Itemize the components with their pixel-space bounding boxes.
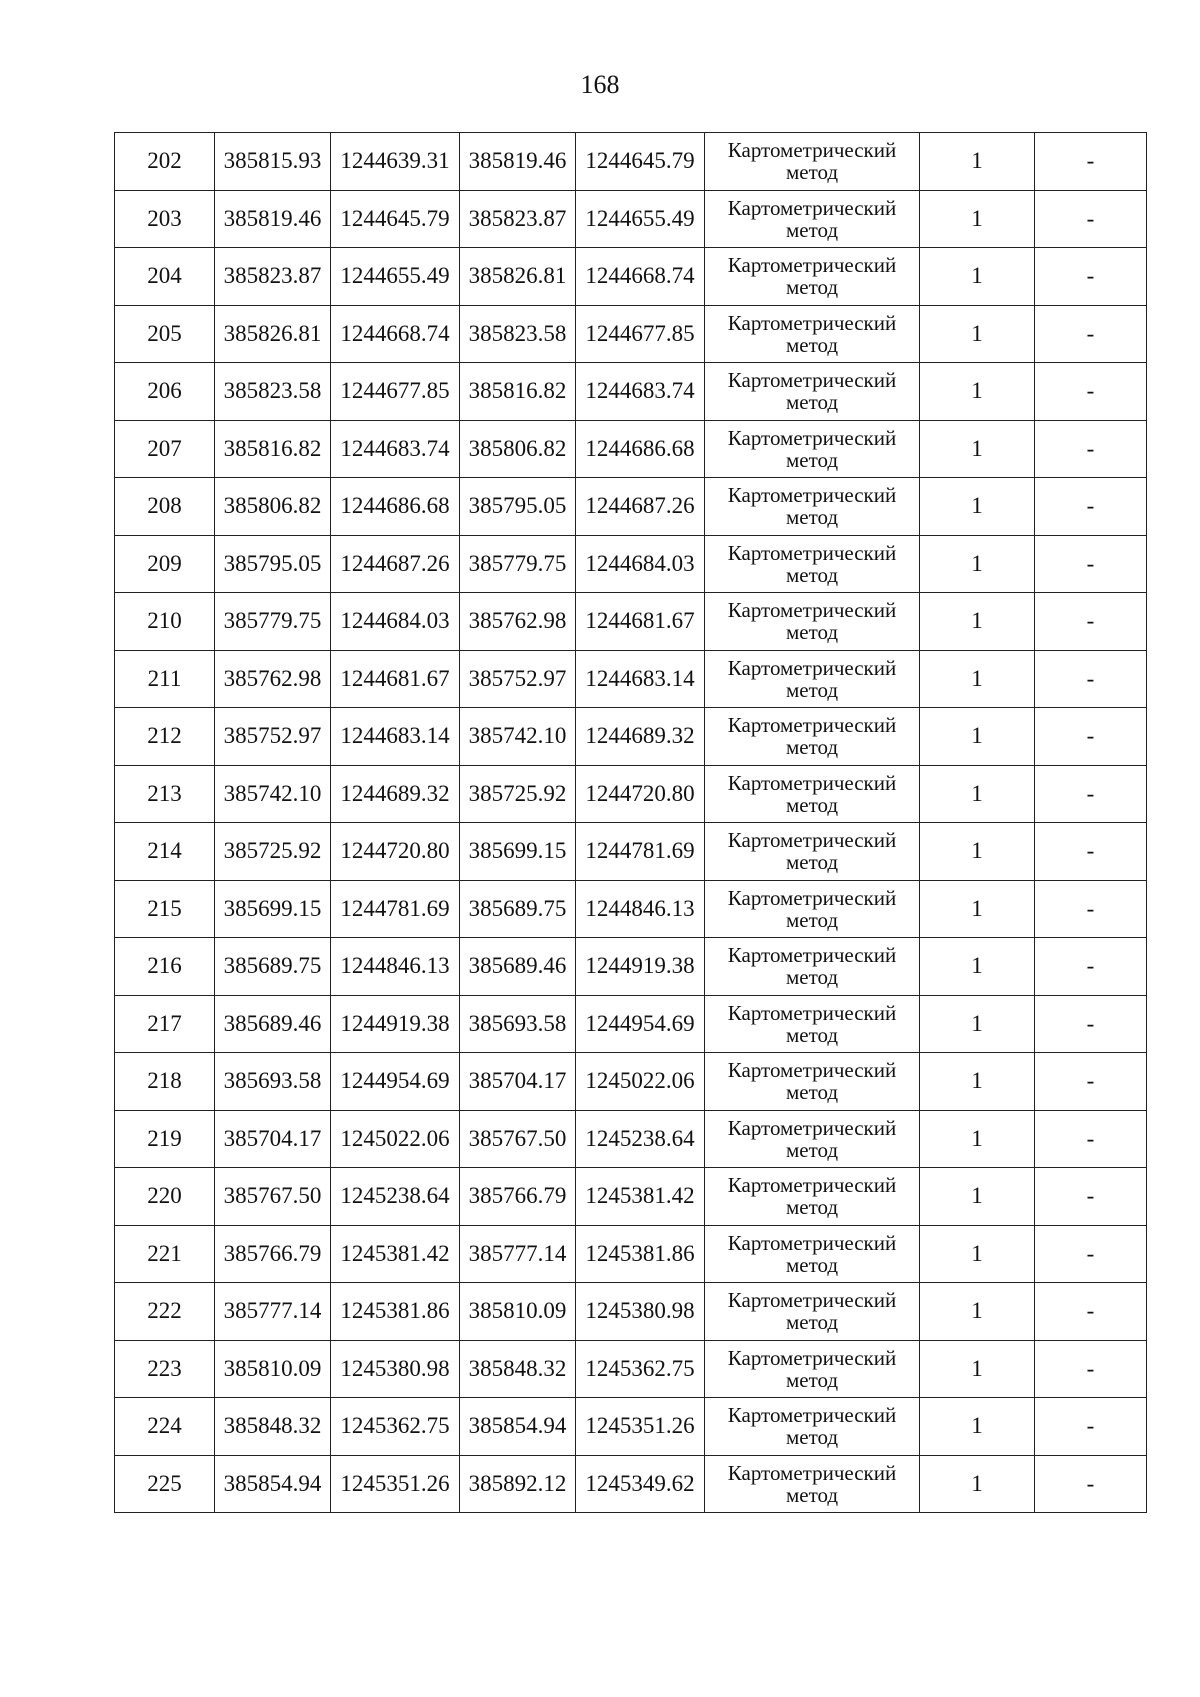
note-cell: - (1035, 420, 1147, 478)
x2-cell: 385752.97 (460, 650, 576, 708)
table-row (115, 880, 1147, 938)
x1-cell: 385777.14 (215, 1283, 331, 1341)
y2-cell: 1244687.26 (576, 478, 705, 536)
method-line-1: Картометрический (727, 1115, 897, 1140)
x1-cell: 385795.05 (215, 535, 331, 593)
y1-cell: 1245351.26 (331, 1455, 460, 1513)
accuracy-cell: 1 (920, 880, 1035, 938)
note-cell: - (1035, 650, 1147, 708)
point-number-cell: 219 (115, 1110, 215, 1168)
y2-cell: 1244684.03 (576, 535, 705, 593)
method-line-2: метод (785, 735, 839, 760)
method-cell (705, 1340, 920, 1398)
x1-cell: 385848.32 (215, 1398, 331, 1456)
x1-cell: 385725.92 (215, 823, 331, 881)
accuracy-cell: 1 (920, 1398, 1035, 1456)
accuracy-cell: 1 (920, 1283, 1035, 1341)
method-cell (705, 478, 920, 536)
method-line-2: метод (785, 447, 839, 472)
y2-cell: 1245238.64 (576, 1110, 705, 1168)
x2-cell: 385766.79 (460, 1168, 576, 1226)
method-line-2: метод (785, 1482, 839, 1507)
y2-cell: 1244919.38 (576, 938, 705, 996)
note-cell: - (1035, 593, 1147, 651)
method-cell (705, 823, 920, 881)
y2-cell: 1244645.79 (576, 133, 705, 191)
accuracy-cell: 1 (920, 190, 1035, 248)
y2-cell: 1244683.14 (576, 650, 705, 708)
y1-cell: 1244686.68 (331, 478, 460, 536)
method-cell (705, 1283, 920, 1341)
x2-cell: 385699.15 (460, 823, 576, 881)
table-row (115, 1168, 1147, 1226)
accuracy-cell: 1 (920, 535, 1035, 593)
x1-cell: 385689.75 (215, 938, 331, 996)
method-line-2: метод (785, 1425, 839, 1450)
method-cell (705, 1398, 920, 1456)
accuracy-cell: 1 (920, 1340, 1035, 1398)
point-number-cell: 207 (115, 420, 215, 478)
method-cell (705, 363, 920, 421)
point-number-cell: 208 (115, 478, 215, 536)
y2-cell: 1244668.74 (576, 248, 705, 306)
y2-cell: 1245362.75 (576, 1340, 705, 1398)
note-cell: - (1035, 1340, 1147, 1398)
note-cell: - (1035, 1455, 1147, 1513)
table-row (115, 305, 1147, 363)
method-line-2: метод (785, 217, 839, 242)
point-number-cell: 210 (115, 593, 215, 651)
point-number-cell: 214 (115, 823, 215, 881)
accuracy-cell: 1 (920, 708, 1035, 766)
y1-cell: 1244655.49 (331, 248, 460, 306)
y1-cell: 1244720.80 (331, 823, 460, 881)
x1-cell: 385699.15 (215, 880, 331, 938)
x2-cell: 385892.12 (460, 1455, 576, 1513)
accuracy-cell: 1 (920, 765, 1035, 823)
method-line-2: метод (785, 620, 839, 645)
y2-cell: 1244683.74 (576, 363, 705, 421)
accuracy-cell: 1 (920, 1168, 1035, 1226)
point-number-cell: 217 (115, 995, 215, 1053)
y1-cell: 1244668.74 (331, 305, 460, 363)
y1-cell: 1244781.69 (331, 880, 460, 938)
x2-cell: 385762.98 (460, 593, 576, 651)
method-cell (705, 880, 920, 938)
x2-cell: 385689.75 (460, 880, 576, 938)
note-cell: - (1035, 1225, 1147, 1283)
x1-cell: 385854.94 (215, 1455, 331, 1513)
method-line-2: метод (785, 1367, 839, 1392)
point-number-cell: 224 (115, 1398, 215, 1456)
method-cell (705, 765, 920, 823)
note-cell: - (1035, 190, 1147, 248)
table-row (115, 1455, 1147, 1513)
y2-cell: 1244846.13 (576, 880, 705, 938)
x2-cell: 385823.58 (460, 305, 576, 363)
note-cell: - (1035, 1398, 1147, 1456)
y1-cell: 1244683.74 (331, 420, 460, 478)
table-row (115, 708, 1147, 766)
y1-cell: 1245362.75 (331, 1398, 460, 1456)
x1-cell: 385693.58 (215, 1053, 331, 1111)
accuracy-cell: 1 (920, 133, 1035, 191)
page-number: 168 (580, 70, 620, 99)
method-cell (705, 1168, 920, 1226)
method-cell (705, 133, 920, 191)
note-cell: - (1035, 535, 1147, 593)
note-cell: - (1035, 1283, 1147, 1341)
method-line-1: Картометрический (727, 1288, 897, 1313)
note-cell: - (1035, 995, 1147, 1053)
table-row (115, 593, 1147, 651)
point-number-cell: 206 (115, 363, 215, 421)
method-line-1: Картометрический (727, 253, 897, 278)
point-number-cell: 205 (115, 305, 215, 363)
point-number-cell: 209 (115, 535, 215, 593)
method-line-1: Картометрический (727, 483, 897, 508)
method-line-2: метод (785, 677, 839, 702)
method-line-1: Картометрический (727, 655, 897, 680)
method-line-2: метод (785, 1310, 839, 1335)
note-cell: - (1035, 133, 1147, 191)
accuracy-cell: 1 (920, 593, 1035, 651)
method-line-2: метод (785, 965, 839, 990)
table-row (115, 420, 1147, 478)
method-line-1: Картометрический (727, 425, 897, 450)
method-line-1: Картометрический (727, 195, 897, 220)
method-line-1: Картометрический (727, 943, 897, 968)
x1-cell: 385766.79 (215, 1225, 331, 1283)
note-cell: - (1035, 363, 1147, 421)
accuracy-cell: 1 (920, 650, 1035, 708)
method-line-2: метод (785, 1195, 839, 1220)
accuracy-cell: 1 (920, 1110, 1035, 1168)
accuracy-cell: 1 (920, 1053, 1035, 1111)
y2-cell: 1244686.68 (576, 420, 705, 478)
x2-cell: 385810.09 (460, 1283, 576, 1341)
y1-cell: 1244677.85 (331, 363, 460, 421)
accuracy-cell: 1 (920, 823, 1035, 881)
table-row (115, 938, 1147, 996)
method-cell (705, 995, 920, 1053)
method-cell (705, 1455, 920, 1513)
accuracy-cell: 1 (920, 248, 1035, 306)
y2-cell: 1244681.67 (576, 593, 705, 651)
note-cell: - (1035, 823, 1147, 881)
method-line-2: метод (785, 1022, 839, 1047)
y2-cell: 1244689.32 (576, 708, 705, 766)
table-row (115, 1110, 1147, 1168)
point-number-cell: 202 (115, 133, 215, 191)
x2-cell: 385806.82 (460, 420, 576, 478)
method-cell (705, 420, 920, 478)
method-line-1: Картометрический (727, 770, 897, 795)
x1-cell: 385779.75 (215, 593, 331, 651)
point-number-cell: 211 (115, 650, 215, 708)
point-number-cell: 212 (115, 708, 215, 766)
table-row (115, 190, 1147, 248)
x2-cell: 385777.14 (460, 1225, 576, 1283)
y2-cell: 1244781.69 (576, 823, 705, 881)
x2-cell: 385779.75 (460, 535, 576, 593)
method-cell (705, 1053, 920, 1111)
y1-cell: 1245238.64 (331, 1168, 460, 1226)
method-line-1: Картометрический (727, 885, 897, 910)
table-row (115, 1283, 1147, 1341)
method-cell (705, 1225, 920, 1283)
accuracy-cell: 1 (920, 938, 1035, 996)
accuracy-cell: 1 (920, 1225, 1035, 1283)
note-cell: - (1035, 938, 1147, 996)
x1-cell: 385704.17 (215, 1110, 331, 1168)
y1-cell: 1244689.32 (331, 765, 460, 823)
accuracy-cell: 1 (920, 420, 1035, 478)
method-line-2: метод (785, 562, 839, 587)
x1-cell: 385826.81 (215, 305, 331, 363)
y1-cell: 1244681.67 (331, 650, 460, 708)
y2-cell: 1244720.80 (576, 765, 705, 823)
y2-cell: 1245022.06 (576, 1053, 705, 1111)
method-line-2: метод (785, 1252, 839, 1277)
y1-cell: 1245381.42 (331, 1225, 460, 1283)
method-line-1: Картометрический (727, 713, 897, 738)
point-number-cell: 221 (115, 1225, 215, 1283)
x2-cell: 385725.92 (460, 765, 576, 823)
method-line-2: метод (785, 1137, 839, 1162)
table-row (115, 1053, 1147, 1111)
x2-cell: 385854.94 (460, 1398, 576, 1456)
accuracy-cell: 1 (920, 363, 1035, 421)
table-row (115, 363, 1147, 421)
y2-cell: 1245351.26 (576, 1398, 705, 1456)
y1-cell: 1245022.06 (331, 1110, 460, 1168)
y1-cell: 1245380.98 (331, 1340, 460, 1398)
note-cell: - (1035, 765, 1147, 823)
method-cell (705, 650, 920, 708)
method-cell (705, 248, 920, 306)
note-cell: - (1035, 305, 1147, 363)
table-row (115, 478, 1147, 536)
method-line-1: Картометрический (727, 1173, 897, 1198)
x2-cell: 385819.46 (460, 133, 576, 191)
note-cell: - (1035, 880, 1147, 938)
method-line-1: Картометрический (727, 138, 897, 163)
y2-cell: 1244655.49 (576, 190, 705, 248)
method-line-2: метод (785, 275, 839, 300)
table-body (115, 133, 1147, 1513)
table-row (115, 1225, 1147, 1283)
x1-cell: 385819.46 (215, 190, 331, 248)
note-cell: - (1035, 1053, 1147, 1111)
method-line-1: Картометрический (727, 310, 897, 335)
y1-cell: 1244954.69 (331, 1053, 460, 1111)
method-cell (705, 708, 920, 766)
note-cell: - (1035, 1168, 1147, 1226)
point-number-cell: 218 (115, 1053, 215, 1111)
method-cell (705, 190, 920, 248)
point-number-cell: 204 (115, 248, 215, 306)
table-row (115, 248, 1147, 306)
method-line-2: метод (785, 160, 839, 185)
y2-cell: 1244954.69 (576, 995, 705, 1053)
method-line-2: метод (785, 792, 839, 817)
table-row (115, 995, 1147, 1053)
table-row (115, 1398, 1147, 1456)
method-cell (705, 535, 920, 593)
x1-cell: 385815.93 (215, 133, 331, 191)
y1-cell: 1244687.26 (331, 535, 460, 593)
point-number-cell: 225 (115, 1455, 215, 1513)
point-number-cell: 216 (115, 938, 215, 996)
accuracy-cell: 1 (920, 995, 1035, 1053)
x1-cell: 385806.82 (215, 478, 331, 536)
y1-cell: 1244683.14 (331, 708, 460, 766)
note-cell: - (1035, 248, 1147, 306)
x1-cell: 385816.82 (215, 420, 331, 478)
method-line-2: метод (785, 390, 839, 415)
method-line-1: Картометрический (727, 1230, 897, 1255)
x1-cell: 385767.50 (215, 1168, 331, 1226)
y1-cell: 1244639.31 (331, 133, 460, 191)
table-row (115, 535, 1147, 593)
table-row (115, 1340, 1147, 1398)
y1-cell: 1245381.86 (331, 1283, 460, 1341)
x1-cell: 385810.09 (215, 1340, 331, 1398)
method-line-1: Картометрический (727, 598, 897, 623)
x2-cell: 385693.58 (460, 995, 576, 1053)
method-cell (705, 1110, 920, 1168)
method-line-2: метод (785, 850, 839, 875)
accuracy-cell: 1 (920, 305, 1035, 363)
method-line-2: метод (785, 907, 839, 932)
x2-cell: 385704.17 (460, 1053, 576, 1111)
x2-cell: 385826.81 (460, 248, 576, 306)
method-line-1: Картометрический (727, 368, 897, 393)
note-cell: - (1035, 708, 1147, 766)
x2-cell: 385816.82 (460, 363, 576, 421)
method-line-2: метод (785, 332, 839, 357)
method-line-1: Картометрический (727, 828, 897, 853)
table-row (115, 650, 1147, 708)
coordinates-table (114, 132, 1147, 1513)
point-number-cell: 213 (115, 765, 215, 823)
note-cell: - (1035, 1110, 1147, 1168)
point-number-cell: 220 (115, 1168, 215, 1226)
method-cell (705, 305, 920, 363)
accuracy-cell: 1 (920, 1455, 1035, 1513)
x1-cell: 385742.10 (215, 765, 331, 823)
y2-cell: 1245349.62 (576, 1455, 705, 1513)
method-line-1: Картометрический (727, 1000, 897, 1025)
y1-cell: 1244919.38 (331, 995, 460, 1053)
point-number-cell: 222 (115, 1283, 215, 1341)
point-number-cell: 203 (115, 190, 215, 248)
method-line-1: Картометрический (727, 1345, 897, 1370)
accuracy-cell: 1 (920, 478, 1035, 536)
y2-cell: 1244677.85 (576, 305, 705, 363)
method-line-2: метод (785, 1080, 839, 1105)
x1-cell: 385823.58 (215, 363, 331, 421)
method-line-1: Картометрический (727, 1403, 897, 1428)
y1-cell: 1244645.79 (331, 190, 460, 248)
x1-cell: 385752.97 (215, 708, 331, 766)
x2-cell: 385689.46 (460, 938, 576, 996)
table-row (115, 133, 1147, 191)
x1-cell: 385762.98 (215, 650, 331, 708)
x2-cell: 385742.10 (460, 708, 576, 766)
method-cell (705, 593, 920, 651)
point-number-cell: 215 (115, 880, 215, 938)
y2-cell: 1245380.98 (576, 1283, 705, 1341)
method-line-2: метод (785, 505, 839, 530)
method-line-1: Картометрический (727, 1058, 897, 1083)
y1-cell: 1244846.13 (331, 938, 460, 996)
point-number-cell: 223 (115, 1340, 215, 1398)
x2-cell: 385795.05 (460, 478, 576, 536)
x2-cell: 385848.32 (460, 1340, 576, 1398)
table-row (115, 765, 1147, 823)
y2-cell: 1245381.42 (576, 1168, 705, 1226)
method-line-1: Картометрический (727, 540, 897, 565)
table-row (115, 823, 1147, 881)
method-line-1: Картометрический (727, 1460, 897, 1485)
x1-cell: 385689.46 (215, 995, 331, 1053)
x2-cell: 385767.50 (460, 1110, 576, 1168)
x2-cell: 385823.87 (460, 190, 576, 248)
y2-cell: 1245381.86 (576, 1225, 705, 1283)
method-cell (705, 938, 920, 996)
x1-cell: 385823.87 (215, 248, 331, 306)
y1-cell: 1244684.03 (331, 593, 460, 651)
note-cell: - (1035, 478, 1147, 536)
